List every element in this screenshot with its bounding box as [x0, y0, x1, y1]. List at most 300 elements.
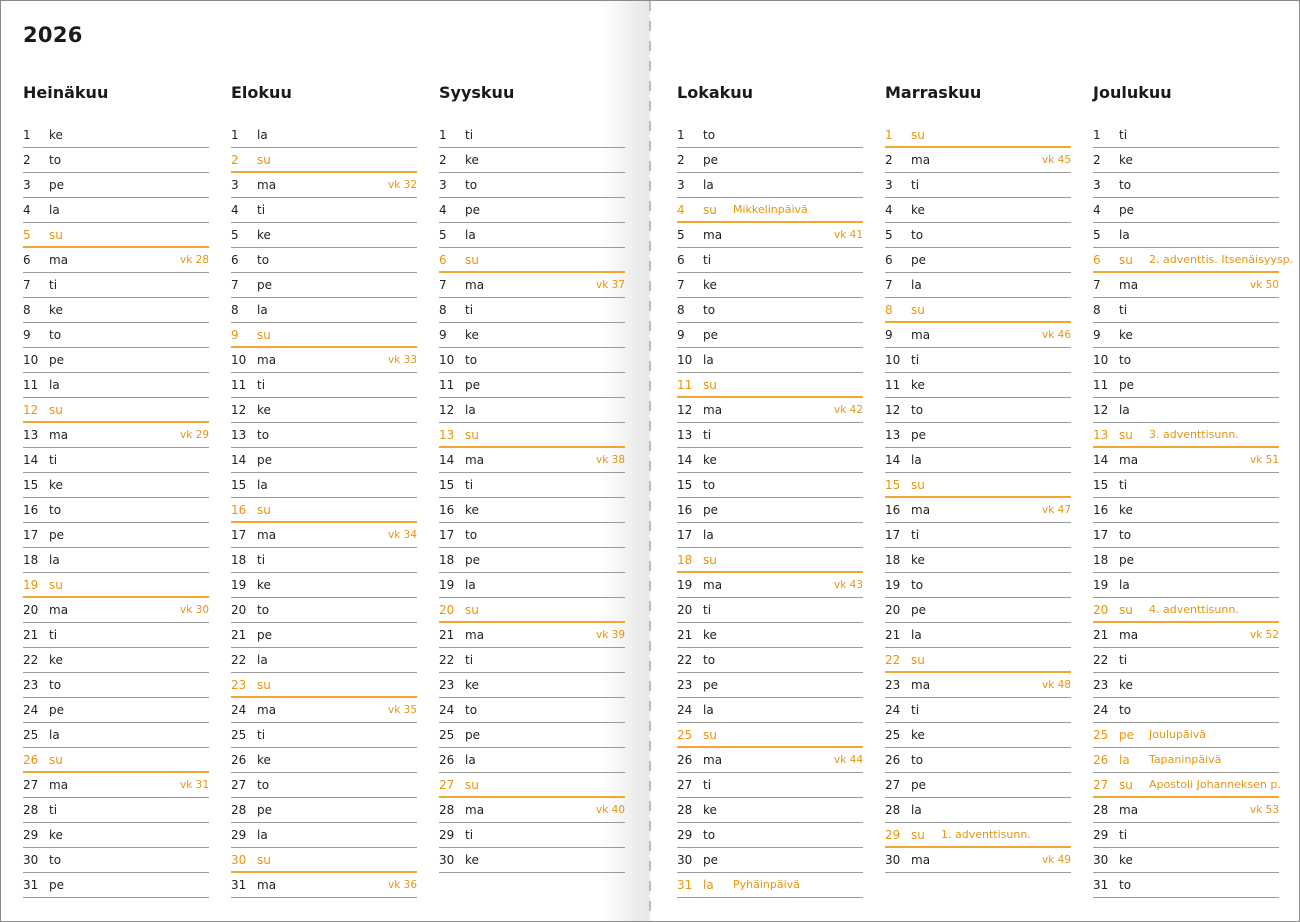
weekday-label: ke [465, 678, 479, 692]
day-row [231, 523, 417, 548]
day-number: 14 [1093, 453, 1109, 467]
day-row [885, 823, 1071, 848]
weekday-label: to [257, 253, 270, 267]
day-number: 5 [677, 228, 685, 242]
day-number: 9 [1093, 328, 1101, 342]
day-row [439, 748, 625, 773]
weekday-label: pe [465, 553, 480, 567]
day-row [885, 173, 1071, 198]
day-row [231, 648, 417, 673]
day-number: 1 [439, 128, 447, 142]
day-number: 3 [439, 178, 447, 192]
day-row [231, 273, 417, 298]
day-number: 14 [439, 453, 455, 467]
weekday-label: la [703, 878, 714, 892]
weekday-label: la [465, 753, 476, 767]
weekday-label: la [1119, 228, 1130, 242]
day-row [885, 623, 1071, 648]
weekday-label: la [465, 403, 476, 417]
day-number: 1 [885, 128, 893, 142]
day-row [677, 273, 863, 298]
day-row [23, 698, 209, 723]
day-row [23, 648, 209, 673]
day-number: 11 [231, 378, 247, 392]
day-number: 22 [439, 653, 455, 667]
day-number: 18 [231, 553, 247, 567]
day-row [885, 123, 1071, 148]
week-number: vk 48 [1042, 679, 1071, 691]
day-number: 7 [677, 278, 685, 292]
weekday-label: ma [465, 278, 485, 292]
day-row [439, 248, 625, 273]
weekday-label: ke [1119, 678, 1133, 692]
week-number: vk 41 [834, 229, 863, 241]
day-number: 4 [23, 203, 31, 217]
week-number: vk 34 [388, 529, 417, 541]
day-number: 2 [885, 153, 893, 167]
week-number: vk 36 [388, 879, 417, 891]
weekday-label: ti [465, 128, 474, 142]
day-list [23, 123, 209, 898]
day-number: 1 [677, 128, 685, 142]
day-number: 6 [677, 253, 685, 267]
day-number: 18 [1093, 553, 1109, 567]
weekday-label: su [257, 328, 271, 342]
day-row [439, 723, 625, 748]
day-number: 29 [1093, 828, 1109, 842]
weekday-label: la [257, 303, 268, 317]
day-number: 13 [231, 428, 247, 442]
day-number: 19 [1093, 578, 1109, 592]
day-number: 21 [677, 628, 693, 642]
day-row [231, 373, 417, 398]
weekday-label: ti [257, 203, 266, 217]
weekday-label: to [49, 853, 62, 867]
weekday-label: to [911, 753, 924, 767]
weekday-label: ti [703, 428, 712, 442]
day-number: 15 [23, 478, 39, 492]
day-number: 20 [231, 603, 247, 617]
weekday-label: ti [911, 703, 920, 717]
day-row [885, 448, 1071, 473]
day-number: 21 [231, 628, 247, 642]
day-row [677, 573, 863, 598]
weekday-label: la [911, 628, 922, 642]
week-number: vk 35 [388, 704, 417, 716]
day-number: 17 [677, 528, 693, 542]
day-number: 12 [677, 403, 693, 417]
day-number: 18 [885, 553, 901, 567]
week-number: vk 40 [596, 804, 625, 816]
day-row [1093, 873, 1279, 898]
weekday-label: pe [911, 253, 926, 267]
day-row [231, 873, 417, 898]
day-row [231, 298, 417, 323]
month-column-july [23, 83, 209, 898]
weekday-label: ma [49, 778, 69, 792]
weekday-label: ma [257, 178, 277, 192]
day-number: 13 [885, 428, 901, 442]
day-row [1093, 473, 1279, 498]
day-row [439, 798, 625, 823]
weekday-label: to [911, 578, 924, 592]
weekday-label: ke [465, 153, 479, 167]
day-number: 9 [885, 328, 893, 342]
weekday-label: ma [465, 803, 485, 817]
day-number: 23 [439, 678, 455, 692]
weekday-label: su [49, 228, 63, 242]
week-number: vk 49 [1042, 854, 1071, 866]
day-number: 24 [1093, 703, 1109, 717]
weekday-label: la [257, 128, 268, 142]
day-number: 30 [231, 853, 247, 867]
day-row [231, 798, 417, 823]
weekday-label: pe [911, 603, 926, 617]
weekday-label: la [1119, 753, 1130, 767]
day-number: 2 [439, 153, 447, 167]
day-row [439, 398, 625, 423]
day-number: 23 [23, 678, 39, 692]
weekday-label: to [49, 328, 62, 342]
weekday-label: ke [911, 378, 925, 392]
weekday-label: ke [1119, 853, 1133, 867]
weekday-label: su [1119, 428, 1133, 442]
weekday-label: su [911, 478, 925, 492]
day-row [1093, 673, 1279, 698]
weekday-label: ma [1119, 453, 1139, 467]
day-row [439, 673, 625, 698]
weekday-label: la [703, 178, 714, 192]
day-row [231, 398, 417, 423]
day-row [885, 423, 1071, 448]
weekday-label: pe [49, 178, 64, 192]
day-number: 4 [885, 203, 893, 217]
weekday-label: la [703, 703, 714, 717]
day-row [23, 273, 209, 298]
weekday-label: ma [703, 403, 723, 417]
day-row [23, 873, 209, 898]
day-number: 14 [885, 453, 901, 467]
day-row [23, 173, 209, 198]
weekday-label: la [911, 803, 922, 817]
holiday-note: Joulupäivä [1149, 728, 1207, 741]
weekday-label: ma [911, 678, 931, 692]
weekday-label: to [1119, 353, 1132, 367]
day-number: 30 [885, 853, 901, 867]
week-number: vk 47 [1042, 504, 1071, 516]
day-row [23, 723, 209, 748]
weekday-label: ti [703, 778, 712, 792]
day-row [439, 573, 625, 598]
day-number: 28 [23, 803, 39, 817]
day-row [677, 198, 863, 223]
day-number: 6 [885, 253, 893, 267]
day-number: 20 [439, 603, 455, 617]
weekday-label: to [703, 303, 716, 317]
day-row [23, 348, 209, 373]
day-row [439, 698, 625, 723]
day-number: 25 [23, 728, 39, 742]
weekday-label: pe [703, 853, 718, 867]
weekday-label: to [703, 828, 716, 842]
day-number: 30 [23, 853, 39, 867]
day-row [1093, 798, 1279, 823]
month-column-october [677, 83, 863, 898]
weekday-label: to [911, 403, 924, 417]
day-row [677, 623, 863, 648]
day-row [677, 798, 863, 823]
holiday-note: 3. adventtisunn. [1149, 428, 1239, 441]
day-row [23, 323, 209, 348]
weekday-label: ti [703, 603, 712, 617]
day-number: 14 [677, 453, 693, 467]
day-row [23, 523, 209, 548]
day-row [677, 598, 863, 623]
day-number: 11 [439, 378, 455, 392]
day-row [231, 348, 417, 373]
day-row [439, 623, 625, 648]
weekday-label: pe [911, 428, 926, 442]
day-row [439, 373, 625, 398]
weekday-label: ke [465, 503, 479, 517]
week-number: vk 46 [1042, 329, 1071, 341]
day-number: 16 [1093, 503, 1109, 517]
weekday-label: ma [1119, 628, 1139, 642]
day-number: 14 [231, 453, 247, 467]
weekday-label: to [49, 678, 62, 692]
week-number: vk 39 [596, 629, 625, 641]
weekday-label: ma [1119, 278, 1139, 292]
day-row [231, 723, 417, 748]
day-number: 26 [439, 753, 455, 767]
weekday-label: ke [703, 628, 717, 642]
day-number: 10 [1093, 353, 1109, 367]
day-row [677, 498, 863, 523]
year-title: 2026 [23, 23, 83, 47]
day-row [677, 473, 863, 498]
day-number: 27 [1093, 778, 1109, 792]
day-number: 6 [1093, 253, 1101, 267]
weekday-label: ke [703, 803, 717, 817]
day-row [885, 498, 1071, 523]
weekday-label: la [911, 278, 922, 292]
weekday-label: su [703, 728, 717, 742]
day-number: 28 [677, 803, 693, 817]
day-number: 29 [23, 828, 39, 842]
day-list [439, 123, 625, 873]
day-row [23, 298, 209, 323]
day-row [439, 298, 625, 323]
weekday-label: ke [1119, 503, 1133, 517]
weekday-label: ti [257, 378, 266, 392]
weekday-label: su [257, 853, 271, 867]
day-row [885, 248, 1071, 273]
holiday-note: 1. adventtisunn. [941, 828, 1031, 841]
day-row [677, 823, 863, 848]
day-row [23, 848, 209, 873]
weekday-label: su [49, 753, 63, 767]
weekday-label: la [257, 653, 268, 667]
day-row [23, 548, 209, 573]
weekday-label: su [911, 653, 925, 667]
weekday-label: ti [1119, 128, 1128, 142]
day-row [1093, 148, 1279, 173]
weekday-label: su [703, 553, 717, 567]
day-number: 20 [677, 603, 693, 617]
day-number: 7 [439, 278, 447, 292]
day-row [1093, 848, 1279, 873]
day-number: 23 [1093, 678, 1109, 692]
day-number: 22 [1093, 653, 1109, 667]
weekday-label: to [1119, 878, 1132, 892]
day-row [885, 373, 1071, 398]
weekday-label: to [49, 503, 62, 517]
weekday-label: ke [703, 453, 717, 467]
day-row [439, 348, 625, 373]
weekday-label: to [1119, 703, 1132, 717]
day-number: 24 [439, 703, 455, 717]
day-list [1093, 123, 1294, 898]
day-row [885, 548, 1071, 573]
day-number: 29 [439, 828, 455, 842]
day-row [231, 173, 417, 198]
day-number: 2 [677, 153, 685, 167]
week-number: vk 44 [834, 754, 863, 766]
day-row [1093, 773, 1279, 798]
weekday-label: pe [49, 528, 64, 542]
day-number: 27 [885, 778, 901, 792]
weekday-label: ma [257, 703, 277, 717]
day-number: 4 [1093, 203, 1101, 217]
day-number: 7 [1093, 278, 1101, 292]
day-row [677, 548, 863, 573]
day-row [1093, 448, 1279, 473]
day-row [439, 173, 625, 198]
weekday-label: ti [257, 553, 266, 567]
day-number: 7 [231, 278, 239, 292]
day-number: 13 [1093, 428, 1109, 442]
day-row [885, 673, 1071, 698]
day-row [231, 498, 417, 523]
day-number: 24 [23, 703, 39, 717]
weekday-label: ma [465, 453, 485, 467]
weekday-label: to [465, 353, 478, 367]
weekday-label: pe [465, 378, 480, 392]
weekday-label: ma [257, 353, 277, 367]
day-number: 12 [231, 403, 247, 417]
day-row [1093, 123, 1279, 148]
day-number: 2 [231, 153, 239, 167]
weekday-label: ke [49, 478, 63, 492]
holiday-note: Apostoli Johanneksen p. [1149, 778, 1281, 791]
day-row [231, 573, 417, 598]
day-row [231, 223, 417, 248]
day-row [1093, 723, 1279, 748]
weekday-label: ma [1119, 803, 1139, 817]
day-row [439, 273, 625, 298]
day-number: 8 [439, 303, 447, 317]
day-number: 6 [439, 253, 447, 267]
weekday-label: ke [49, 303, 63, 317]
day-number: 9 [677, 328, 685, 342]
weekday-label: pe [911, 778, 926, 792]
weekday-label: su [257, 503, 271, 517]
day-row [231, 423, 417, 448]
day-number: 22 [23, 653, 39, 667]
weekday-label: ma [257, 878, 277, 892]
day-number: 16 [885, 503, 901, 517]
day-number: 15 [677, 478, 693, 492]
day-number: 12 [885, 403, 901, 417]
day-number: 15 [439, 478, 455, 492]
weekday-label: la [49, 553, 60, 567]
day-row [231, 473, 417, 498]
day-row [23, 248, 209, 273]
weekday-label: ke [1119, 328, 1133, 342]
weekday-label: ti [465, 828, 474, 842]
weekday-label: to [703, 653, 716, 667]
weekday-label: ti [911, 353, 920, 367]
day-number: 17 [231, 528, 247, 542]
weekday-label: ke [1119, 153, 1133, 167]
day-row [231, 448, 417, 473]
day-number: 22 [231, 653, 247, 667]
day-number: 3 [677, 178, 685, 192]
weekday-label: ti [1119, 828, 1128, 842]
day-row [23, 423, 209, 448]
day-number: 26 [23, 753, 39, 767]
day-number: 17 [1093, 528, 1109, 542]
day-number: 19 [677, 578, 693, 592]
weekday-label: ti [1119, 478, 1128, 492]
day-row [23, 823, 209, 848]
day-number: 19 [23, 578, 39, 592]
day-row [439, 523, 625, 548]
day-number: 11 [677, 378, 693, 392]
weekday-label: ma [49, 253, 69, 267]
weekday-label: pe [703, 328, 718, 342]
weekday-label: to [703, 128, 716, 142]
weekday-label: ma [911, 328, 931, 342]
day-row [23, 448, 209, 473]
weekday-label: la [911, 453, 922, 467]
weekday-label: su [465, 603, 479, 617]
weekday-label: ti [49, 803, 58, 817]
day-number: 15 [1093, 478, 1109, 492]
day-row [439, 448, 625, 473]
day-row [23, 623, 209, 648]
day-row [23, 223, 209, 248]
day-row [23, 498, 209, 523]
day-row [677, 423, 863, 448]
day-number: 28 [885, 803, 901, 817]
day-row [1093, 698, 1279, 723]
weekday-label: ke [49, 128, 63, 142]
weekday-label: ma [49, 603, 69, 617]
weekday-label: ma [911, 503, 931, 517]
day-number: 9 [231, 328, 239, 342]
day-row [439, 123, 625, 148]
month-title: Syyskuu [439, 83, 515, 102]
weekday-label: to [1119, 528, 1132, 542]
day-row [677, 373, 863, 398]
weekday-label: su [1119, 603, 1133, 617]
weekday-label: la [257, 478, 268, 492]
weekday-label: ti [465, 303, 474, 317]
day-row [677, 748, 863, 773]
day-number: 30 [1093, 853, 1109, 867]
week-number: vk 51 [1250, 454, 1279, 466]
